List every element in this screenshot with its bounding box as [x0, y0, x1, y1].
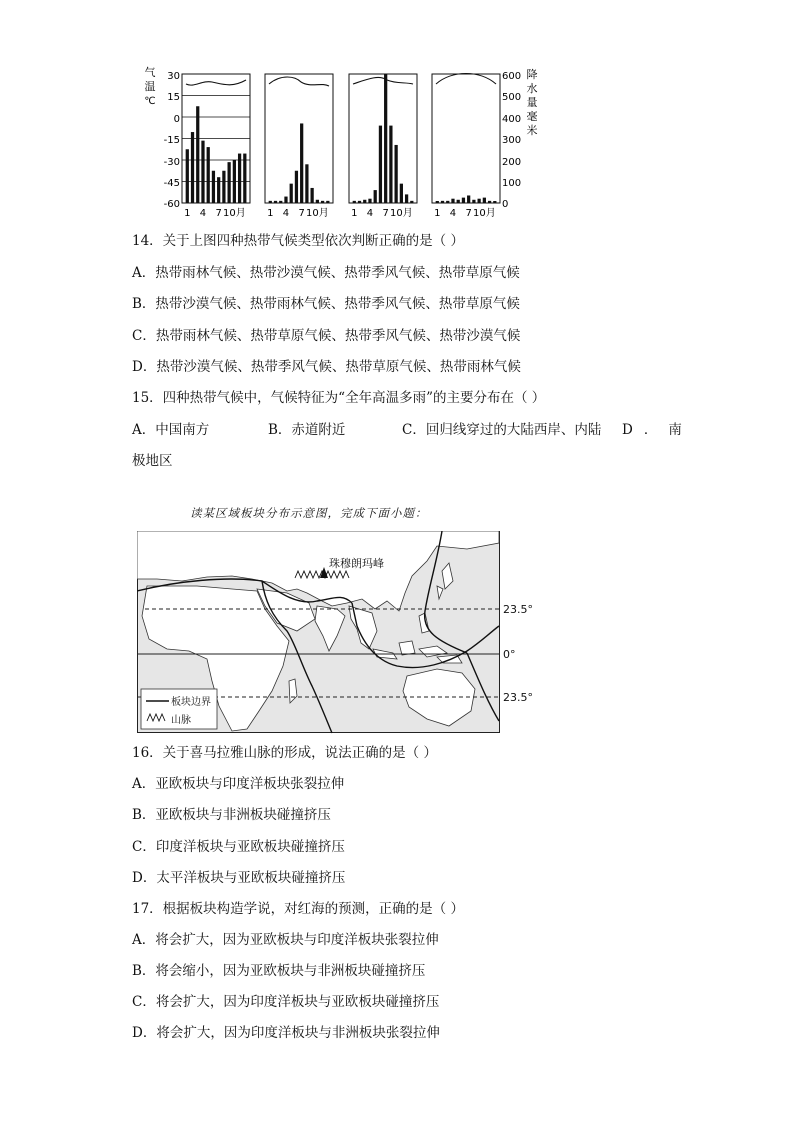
precip-bar [311, 188, 314, 203]
precip-bar [222, 171, 225, 203]
precip-bar [300, 123, 303, 203]
precip-bar [191, 132, 194, 203]
right-tick: 400 [502, 114, 522, 125]
right-tick: 300 [502, 135, 522, 146]
x-tick: 4 [449, 208, 457, 219]
question-15-option-b[interactable]: B．赤道附近 [268, 422, 346, 438]
climate-chart-4 [432, 74, 500, 220]
precip-bar [488, 201, 491, 203]
chart-frame [265, 74, 333, 203]
precip-bar [451, 199, 454, 203]
precip-bar [284, 197, 287, 203]
precip-bar [353, 201, 356, 203]
left-tick: 15 [167, 92, 180, 103]
x-tick: 1 [434, 208, 441, 219]
left-tick: 30 [167, 71, 180, 82]
precip-bar [274, 201, 277, 203]
left-tick: -45 [163, 178, 180, 189]
x-tick: 1 [184, 208, 191, 219]
question-15-option-d[interactable]: D．南 [622, 422, 693, 438]
right-tick: 200 [502, 157, 522, 168]
question-16-option-b[interactable]: B．亚欧板块与非洲板块碰撞挤压 [132, 807, 331, 823]
question-17-option-b[interactable]: B．将会缩小，因为亚欧板块与非洲板块碰撞挤压 [132, 963, 426, 979]
legend-mountain-label: 山脉 [171, 715, 191, 726]
question-14-option-a[interactable]: A．热带雨林气候、热带沙漠气候、热带季风气候、热带草原气候 [132, 265, 520, 281]
left-axis-label-char: 温 [144, 80, 156, 93]
precip-bar [316, 200, 319, 203]
right-tick: 500 [502, 92, 522, 103]
precip-bar [467, 195, 470, 203]
climate-charts [140, 62, 560, 222]
x-tick: 7 [465, 208, 472, 219]
right-axis-label-char: 毫 [526, 110, 538, 123]
x-tick: 4 [199, 208, 207, 219]
lat-label-cancer: 23.5° [503, 603, 533, 616]
precip-bar [374, 190, 377, 203]
precip-bar [290, 184, 293, 203]
precip-bar [457, 200, 460, 203]
precip-bar [363, 200, 366, 203]
precip-bar [441, 201, 444, 203]
plate-map [137, 531, 537, 734]
question-17-option-a[interactable]: A．将会扩大，因为亚欧板块与印度洋板块张裂拉伸 [132, 932, 439, 948]
precip-bar [436, 201, 439, 203]
question-16-option-d[interactable]: D．太平洋板块与亚欧板块碰撞挤压 [132, 870, 346, 886]
chart-frame [432, 74, 500, 203]
question-14-option-c[interactable]: C．热带雨林气候、热带草原气候、热带季风气候、热带沙漠气候 [132, 328, 521, 344]
question-17-option-d[interactable]: D．将会扩大，因为印度洋板块与非洲板块张裂拉伸 [132, 1025, 440, 1041]
question-15-stem: 15．四种热带气候中，气候特征为“全年高温多雨”的主要分布在（ ） [132, 390, 546, 406]
question-16-stem: 16．关于喜马拉雅山脉的形成，说法正确的是（ ） [132, 745, 437, 761]
precip-bar [384, 74, 387, 203]
question-14-option-b[interactable]: B．热带沙漠气候、热带雨林气候、热带季风气候、热带草原气候 [132, 296, 520, 312]
left-tick: -60 [163, 199, 180, 210]
precip-bar [279, 201, 282, 203]
x-tick: 4 [282, 208, 290, 219]
precip-bar [201, 141, 204, 203]
left-tick: 0 [173, 114, 180, 125]
precip-bar [389, 126, 392, 203]
precip-bar [400, 184, 403, 203]
question-15-option-c[interactable]: C．回归线穿过的大陆西岸、内陆 [402, 422, 602, 438]
precip-bar [321, 201, 324, 203]
precip-bar [493, 201, 496, 203]
climate-chart-2 [265, 74, 333, 219]
right-tick: 600 [502, 71, 522, 82]
precip-bar [326, 201, 329, 203]
right-tick: 100 [502, 178, 522, 189]
precip-bar [358, 201, 361, 203]
precip-bar [217, 177, 220, 203]
precip-bar [446, 201, 449, 203]
right-axis-label-char: 水 [526, 82, 538, 95]
precip-bar [368, 199, 371, 203]
question-15-continuation: 极地区 [132, 453, 173, 469]
precip-bar [196, 106, 199, 203]
left-tick: -15 [163, 135, 180, 146]
precip-bar [228, 162, 231, 203]
precip-bar [305, 164, 308, 203]
precip-bar [395, 145, 398, 203]
right-axis-label-char: 米 [526, 124, 538, 137]
precip-bar [295, 171, 298, 203]
precip-bar [243, 154, 246, 203]
left-tick: -30 [163, 157, 180, 168]
precip-bar [269, 201, 272, 203]
chart-frame [349, 74, 417, 203]
peak-label: 珠穆朗玛峰 [329, 557, 384, 570]
map-legend [141, 689, 217, 729]
precip-bar [410, 201, 413, 203]
question-17-stem: 17．根据板块构造学说，对红海的预测，正确的是（ ） [132, 901, 464, 917]
left-axis-label-char: ℃ [144, 96, 156, 107]
x-tick: 10月 [472, 208, 496, 219]
x-tick: 7 [382, 208, 389, 219]
question-14-option-d[interactable]: D．热带沙漠气候、热带季风气候、热带草原气候、热带雨林气候 [132, 359, 521, 375]
precip-bar [483, 198, 486, 203]
question-14-stem: 14．关于上图四种热带气候类型依次判断正确的是（ ） [132, 233, 464, 249]
x-tick: 1 [351, 208, 358, 219]
question-16-option-c[interactable]: C．印度洋板块与亚欧板块碰撞挤压 [132, 839, 345, 855]
lat-label-capricorn: 23.5° [503, 691, 533, 704]
lat-label-equator: 0° [503, 648, 516, 661]
x-tick: 7 [298, 208, 305, 219]
precip-bar [238, 154, 241, 203]
right-tick: 0 [502, 199, 509, 210]
question-17-option-c[interactable]: C．将会扩大，因为印度洋板块与亚欧板块碰撞挤压 [132, 994, 440, 1010]
question-16-option-a[interactable]: A．亚欧板块与印度洋板块张裂拉伸 [132, 776, 345, 792]
precip-bar [462, 198, 465, 203]
x-tick: 1 [267, 208, 274, 219]
precip-bar [233, 160, 236, 203]
right-axis-label-char: 降 [526, 68, 538, 81]
precip-bar [472, 200, 475, 203]
right-axis-label-char: 量 [526, 96, 538, 109]
precip-bar [379, 126, 382, 203]
precip-bar [405, 194, 408, 203]
x-tick: 7 [215, 208, 222, 219]
question-15-option-a[interactable]: A．中国南方 [132, 422, 210, 438]
precip-bar [207, 147, 210, 203]
left-axis-label-char: 气 [144, 66, 156, 79]
climate-chart-3 [349, 74, 417, 219]
precip-bar [478, 199, 481, 203]
x-tick: 4 [366, 208, 374, 219]
climate-chart-1 [182, 74, 250, 219]
precip-bar [212, 171, 215, 203]
legend-boundary-label: 板块边界 [171, 697, 211, 708]
map-caption: 读某区域板块分布示意图，完成下面小题： [190, 506, 428, 520]
precip-bar [186, 149, 189, 203]
x-tick: 10月 [222, 208, 246, 219]
x-tick: 10月 [305, 208, 329, 219]
x-tick: 10月 [389, 208, 413, 219]
